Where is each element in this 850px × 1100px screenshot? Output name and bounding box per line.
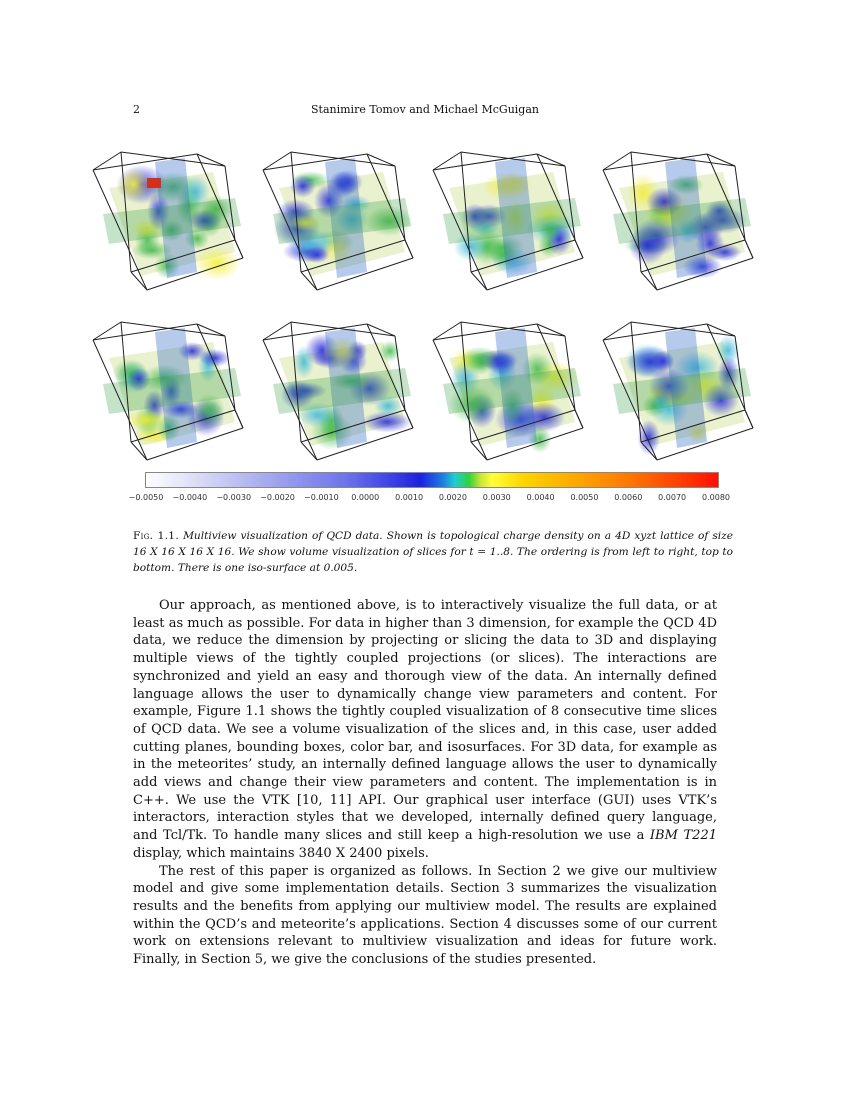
page-header <box>133 103 717 121</box>
colorbar-tick-label: 0.0020 <box>438 493 467 502</box>
colorbar-tick-label: −0.0050 <box>128 493 164 502</box>
colorbar-tick-label: −0.0010 <box>304 493 339 502</box>
paragraph-text: Our approach, as mentioned above, is to interactively visualize the full data, or at least as much as possible. For data in higher than 3 dimension, for example the QCD 4D data, we reduce the dimension by projecting or slicing the data to 3D and displaying multiple views of the tightly coupled projections (or slices). The interactions are synchronized and yield an easy and thorough view of the data. An internally defined language allows the user to dynamically change view parameters and content. For example, Figure 1.1 shows the tightly coupled visualization of 8 consecutive time slices of QCD data. We see a volume visualization of the slices and, in this case, user added cutting planes, bounding boxes, color bar, and isosurfaces. For 3D data, for example as in the meteorites’ study, an internally defined language allows the user to dynamically add views and change their view parameters and content. The implementation is in C++. We use the VTK [10, 11] API. Our graphical user interface (GUI) uses VTK’s interactors, interaction styles that we developed, internally defined query language, and Tcl/Tk. To handle many slices and still keep a high-resolution we use a <box>133 598 717 844</box>
running-head: Stanimire Tomov and Michael McGuigan <box>311 103 539 116</box>
page-number: 2 <box>133 103 140 116</box>
colorbar <box>145 472 719 488</box>
cube-panel <box>433 322 583 460</box>
figure-canvas <box>80 148 770 488</box>
cube-panel <box>93 322 243 460</box>
colorbar-tick-label: 0.0080 <box>702 493 730 502</box>
paragraph <box>133 597 717 863</box>
cube-panel <box>433 152 583 290</box>
caption-text: Multiview visualization of QCD data. Shown is topological charge density on a 4D xyzt lattice of size 16 X 16 X 16 X 16. We show volume visualization of slices for t = 1..8. The ordering is from left to right, top to bottom. There is one iso-surface at 0.005. <box>133 530 733 574</box>
colorbar-tick-label: 0.0070 <box>658 493 687 502</box>
cube-panel <box>603 152 753 290</box>
figure-multiview <box>80 148 770 488</box>
colorbar-tick-label: 0.0050 <box>570 493 599 502</box>
figure-caption <box>133 528 733 576</box>
colorbar-tick-label: −0.0030 <box>216 493 252 502</box>
colorbar-tick-label: 0.0010 <box>395 493 424 502</box>
colorbar-tick-label: 0.0030 <box>482 493 511 502</box>
iso-surface-mark <box>147 178 161 188</box>
colorbar-tick-label: 0.0000 <box>351 493 380 502</box>
cube-panel <box>93 152 243 290</box>
paragraph-text: display, which maintains 3840 X 2400 pixels. <box>133 845 429 861</box>
body-text <box>133 597 717 969</box>
emphasis-text: IBM T221 <box>649 828 717 844</box>
colorbar-tick-label: −0.0020 <box>260 493 295 502</box>
caption-label: Fig. 1.1. <box>133 530 180 542</box>
colorbar-tick-labels <box>0 493 850 507</box>
colorbar-tick-label: 0.0060 <box>614 493 643 502</box>
cube-panel <box>603 322 753 460</box>
colorbar-tick-label: 0.0040 <box>526 493 555 502</box>
paragraph: The rest of this paper is organized as follows. In Section 2 we give our multiview model and give some implementation details. Section 3 summarizes the visualization results and the benefits from applying our multiview model. The results are explained within the QCD’s and meteorite’s applications. Section 4 discusses some of our current work on extensions relevant to multiview visualization and ideas for future work. Finally, in Section 5, we give the conclusions of the studies presented. <box>133 863 717 968</box>
colorbar-tick-label: −0.0040 <box>172 493 208 502</box>
cube-panel <box>263 152 413 290</box>
cube-panel <box>263 322 413 460</box>
